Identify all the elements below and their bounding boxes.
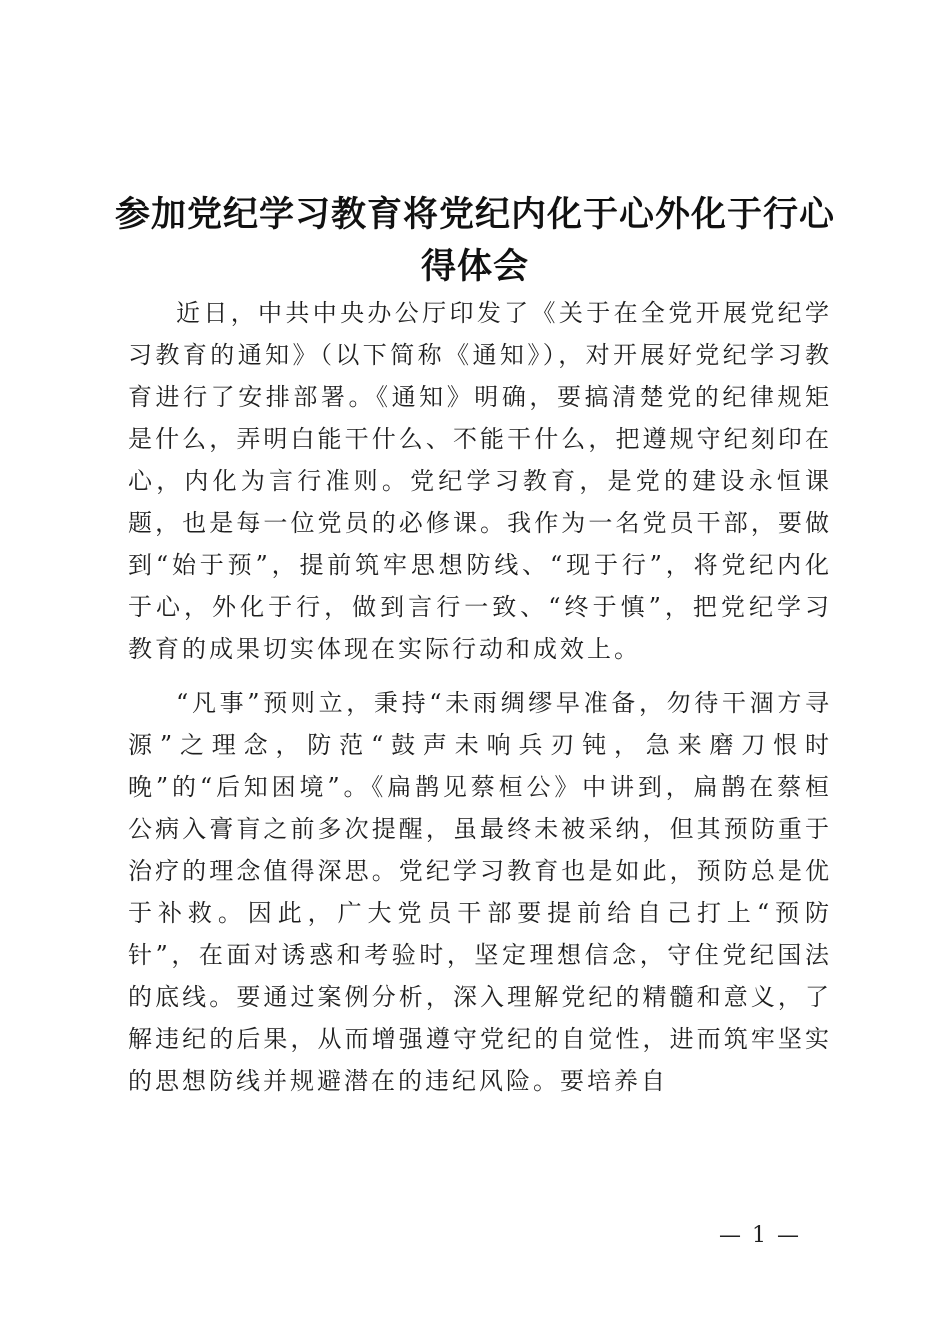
document-title: 参加党纪学习教育将党纪内化于心外化于行心得体会 — [114, 195, 835, 288]
page-number: — 1 — — [719, 1223, 801, 1248]
paragraph-1: 近日，中共中央办公厅印发了《关于在全党开展党纪学习教育的通知》（以下简称《通知》），对开展好党纪学习教育进行了安排部署。《通知》明确，要搞清楚党的纪律规矩是什么，弄明白能干什么、不能干什么，把遵规守纪刻印在心，内化为言行准则。党纪学习教育，是党的建设永恒课题，也是每一位党员的必修课。我作为一名党员干部，要做到“始于预”，提前筑牢思想防线、“现于行”，将党纪内化于心，外化于行，做到言行一致、“终于慎”，把党纪学习教育的成果切实体现在实际行动和成效上。 — [128, 299, 832, 663]
document-body — [128, 292, 832, 1102]
paragraph-2: “凡事”预则立，秉持“未雨绸缪早准备，勿待干涸方寻源”之理念，防范“鼓声未响兵刃钝，急来磨刀恨时晚”的“后知困境”。《扁鹊见蔡桓公》中讲到，扁鹊在蔡桓公病入膏肓之前多次提醒，虽最终未被采纳，但其预防重于治疗的理念值得深思。党纪学习教育也是如此，预防总是优于补救。因此，广大党员干部要提前给自己打上“预防针”，在面对诱惑和考验时，坚定理想信念，守住党纪国法的底线。要通过案例分析，深入理解党纪的精髓和意义，了解违纪的后果，从而增强遵守党纪的自觉性，进而筑牢坚实的思想防线并规避潜在的违纪风险。要培养自 — [128, 689, 832, 1095]
